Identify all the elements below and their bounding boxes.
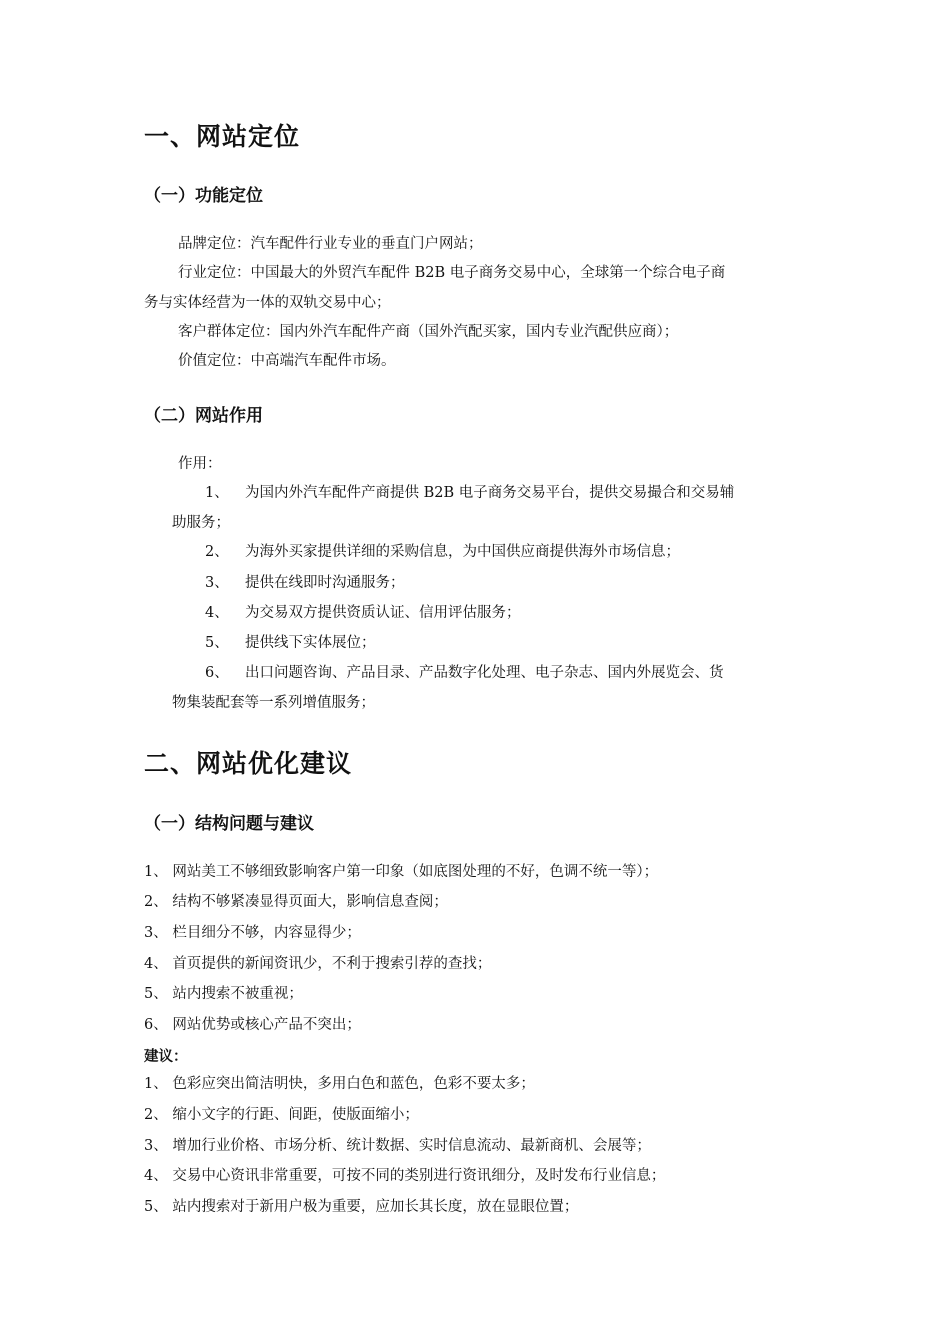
- list-item-number: 5、: [205, 635, 229, 651]
- subsection-1-2-title: （二）网站作用: [144, 406, 263, 426]
- problem-item: 5、 站内搜索不被重视；: [144, 986, 303, 1002]
- list-item-number: 2、: [205, 544, 229, 560]
- list-item: [205, 573, 405, 593]
- advice-item: 2、 缩小文字的行距、间距，使版面缩小；: [144, 1107, 419, 1123]
- problem-item: 2、 结构不够紧凑显得页面大，影响信息查阅；: [144, 894, 448, 910]
- list-item-number: 3、: [205, 575, 229, 591]
- advice-item: 1、 色彩应突出简洁明快，多用白色和蓝色，色彩不要太多；: [144, 1076, 535, 1092]
- problem-item: 6、 网站优势或核心产品不突出；: [144, 1017, 361, 1033]
- section-2-title: 二、网站优化建议: [144, 749, 353, 778]
- paragraph-industry: 行业定位：中国最大的外贸汽车配件 B2B 电子商务交易中心，全球第一个综合电子商: [178, 265, 726, 281]
- list-item-number: 1、: [205, 485, 229, 501]
- list-item-text: 提供线下实体展位；: [245, 635, 376, 651]
- advice-item: 4、 交易中心资讯非常重要，可按不同的类别进行资讯细分，及时发布行业信息；: [144, 1168, 666, 1184]
- paragraph-customer: 客户群体定位：国内外汽车配件产商（国外汽配买家，国内专业汽配供应商）；: [178, 324, 679, 340]
- list-item-text: 提供在线即时沟通服务；: [245, 575, 405, 591]
- function-intro: 作用：: [178, 456, 222, 472]
- list-item-number: 4、: [205, 605, 229, 621]
- list-item-cont: 物集装配套等一系列增值服务；: [172, 695, 375, 711]
- problem-item: 4、 首页提供的新闻资讯少，不利于搜索引荐的查找；: [144, 956, 492, 972]
- list-item-text: 为国内外汽车配件产商提供 B2B 电子商务交易平台，提供交易撮合和交易辅: [245, 485, 735, 501]
- advice-item: 3、 增加行业价格、市场分析、统计数据、实时信息流动、最新商机、会展等；: [144, 1138, 651, 1154]
- list-item: [205, 483, 734, 503]
- list-item-text: 为交易双方提供资质认证、信用评估服务；: [245, 605, 521, 621]
- list-item: [205, 633, 376, 653]
- advice-item: 5、 站内搜索对于新用户极为重要，应加长其长度，放在显眼位置；: [144, 1199, 579, 1215]
- list-item: [205, 663, 724, 683]
- list-item-text: 为海外买家提供详细的采购信息，为中国供应商提供海外市场信息；: [245, 544, 680, 560]
- subsection-1-1-title: （一）功能定位: [144, 186, 263, 206]
- advice-label: 建议：: [144, 1049, 188, 1065]
- problem-item: 3、 栏目细分不够，内容显得少；: [144, 925, 361, 941]
- problem-item: 1、 网站美工不够细致影响客户第一印象（如底图处理的不好，色调不统一等）；: [144, 864, 659, 880]
- paragraph-industry-cont: 务与实体经营为一体的双轨交易中心；: [144, 295, 391, 311]
- paragraph-value: 价值定位：中高端汽车配件市场。: [178, 353, 396, 369]
- section-1-title: 一、网站定位: [144, 122, 301, 151]
- paragraph-brand: 品牌定位：汽车配件行业专业的垂直门户网站；: [178, 236, 483, 252]
- list-item: [205, 542, 680, 562]
- subsection-2-1-title: （一）结构问题与建议: [144, 814, 314, 834]
- list-item: [205, 603, 521, 623]
- list-item-number: 6、: [205, 665, 229, 681]
- list-item-cont: 助服务；: [172, 515, 230, 531]
- list-item-text: 出口问题咨询、产品目录、产品数字化处理、电子杂志、国内外展览会、货: [245, 665, 724, 681]
